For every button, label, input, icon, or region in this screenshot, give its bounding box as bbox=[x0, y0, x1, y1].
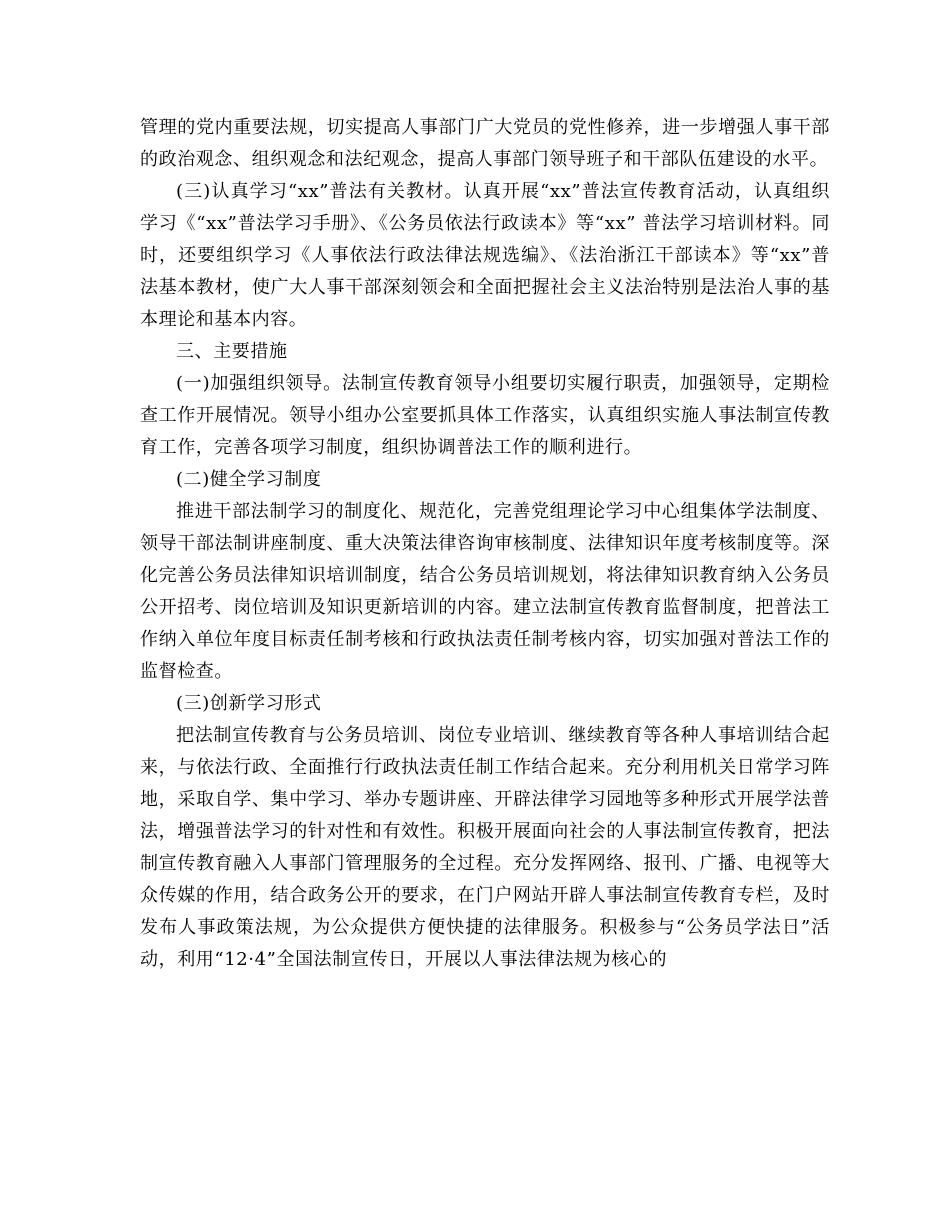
subheading-study-system: (二)健全学习制度 bbox=[176, 469, 322, 490]
paragraph-study-forms: 把法制宣传教育与公务员培训、岗位专业培训、继续教育等各种人事培训结合起来，与依法行政、全面推行行政执法责任制工作结合起来。充分利用机关日常学习阵地，采取自学、集中学习、举办专题讲座、开辟法律学习园地等多种形式开展学法普法，增强普法学习的针对性和有效性。积极开展面向社会的人事法制宣传教育，把法制宣传教育融入人事部门管理服务的全过程。充分发挥网络、报刊、广播、电视等大众传媒的作用，结合政务公开的要求，在门户网站开辟人事法制宣传教育专栏，及时发布人事政策法规，为公众提供方便快捷的法律服务。积极参与“公务员学法日”活动，利用“12·4”全国法制宣传日，开展以人事法律法规为核心的 bbox=[140, 725, 830, 970]
section-heading-main-measures: 三、主要措施 bbox=[176, 341, 288, 362]
paragraph-study-materials: (三)认真学习“xx”普法有关教材。认真开展“xx”普法宣传教育活动，认真组织学习《“xx”普法学习手册》、《公务员依法行政读本》等“xx” 普法学习培训材料。同时，还要组织学习《人事依法行政法律法规选编》、《法治浙江干部读本》等“xx”普法基本教材，使广大人事干部深刻领会和全面把握社会主义法治特别是法治人事的基本理论和基本内容。 bbox=[140, 181, 830, 330]
paragraph-study-system: 推进干部法制学习的制度化、规范化，完善党组理论学习中心组集体学法制度、领导干部法制讲座制度、重大决策法律咨询审核制度、法律知识年度考核制度等。深化完善公务员法律知识培训制度，结合公务员培训规划，将法律知识教育纳入公务员公开招考、岗位培训及知识更新培训的内容。建立法制宣传教育监督制度，把普法工作纳入单位年度目标责任制考核和行政执法责任制考核内容，切实加强对普法工作的监督检查。 bbox=[140, 501, 830, 682]
paragraph-intro-continuation: 管理的党内重要法规，切实提高人事部门广大党员的党性修养，进一步增强人事干部的政治观念、组织观念和法纪观念，提高人事部门领导班子和干部队伍建设的水平。 bbox=[140, 117, 830, 170]
document-page bbox=[140, 112, 830, 976]
paragraph-organizational-leadership: (一)加强组织领导。法制宣传教育领导小组要切实履行职责，加强领导，定期检查工作开展情况。领导小组办公室要抓具体工作落实，认真组织实施人事法制宣传教育工作，完善各项学习制度，组织协调普法工作的顺利进行。 bbox=[140, 373, 830, 458]
subheading-study-forms: (三)创新学习形式 bbox=[176, 693, 322, 714]
